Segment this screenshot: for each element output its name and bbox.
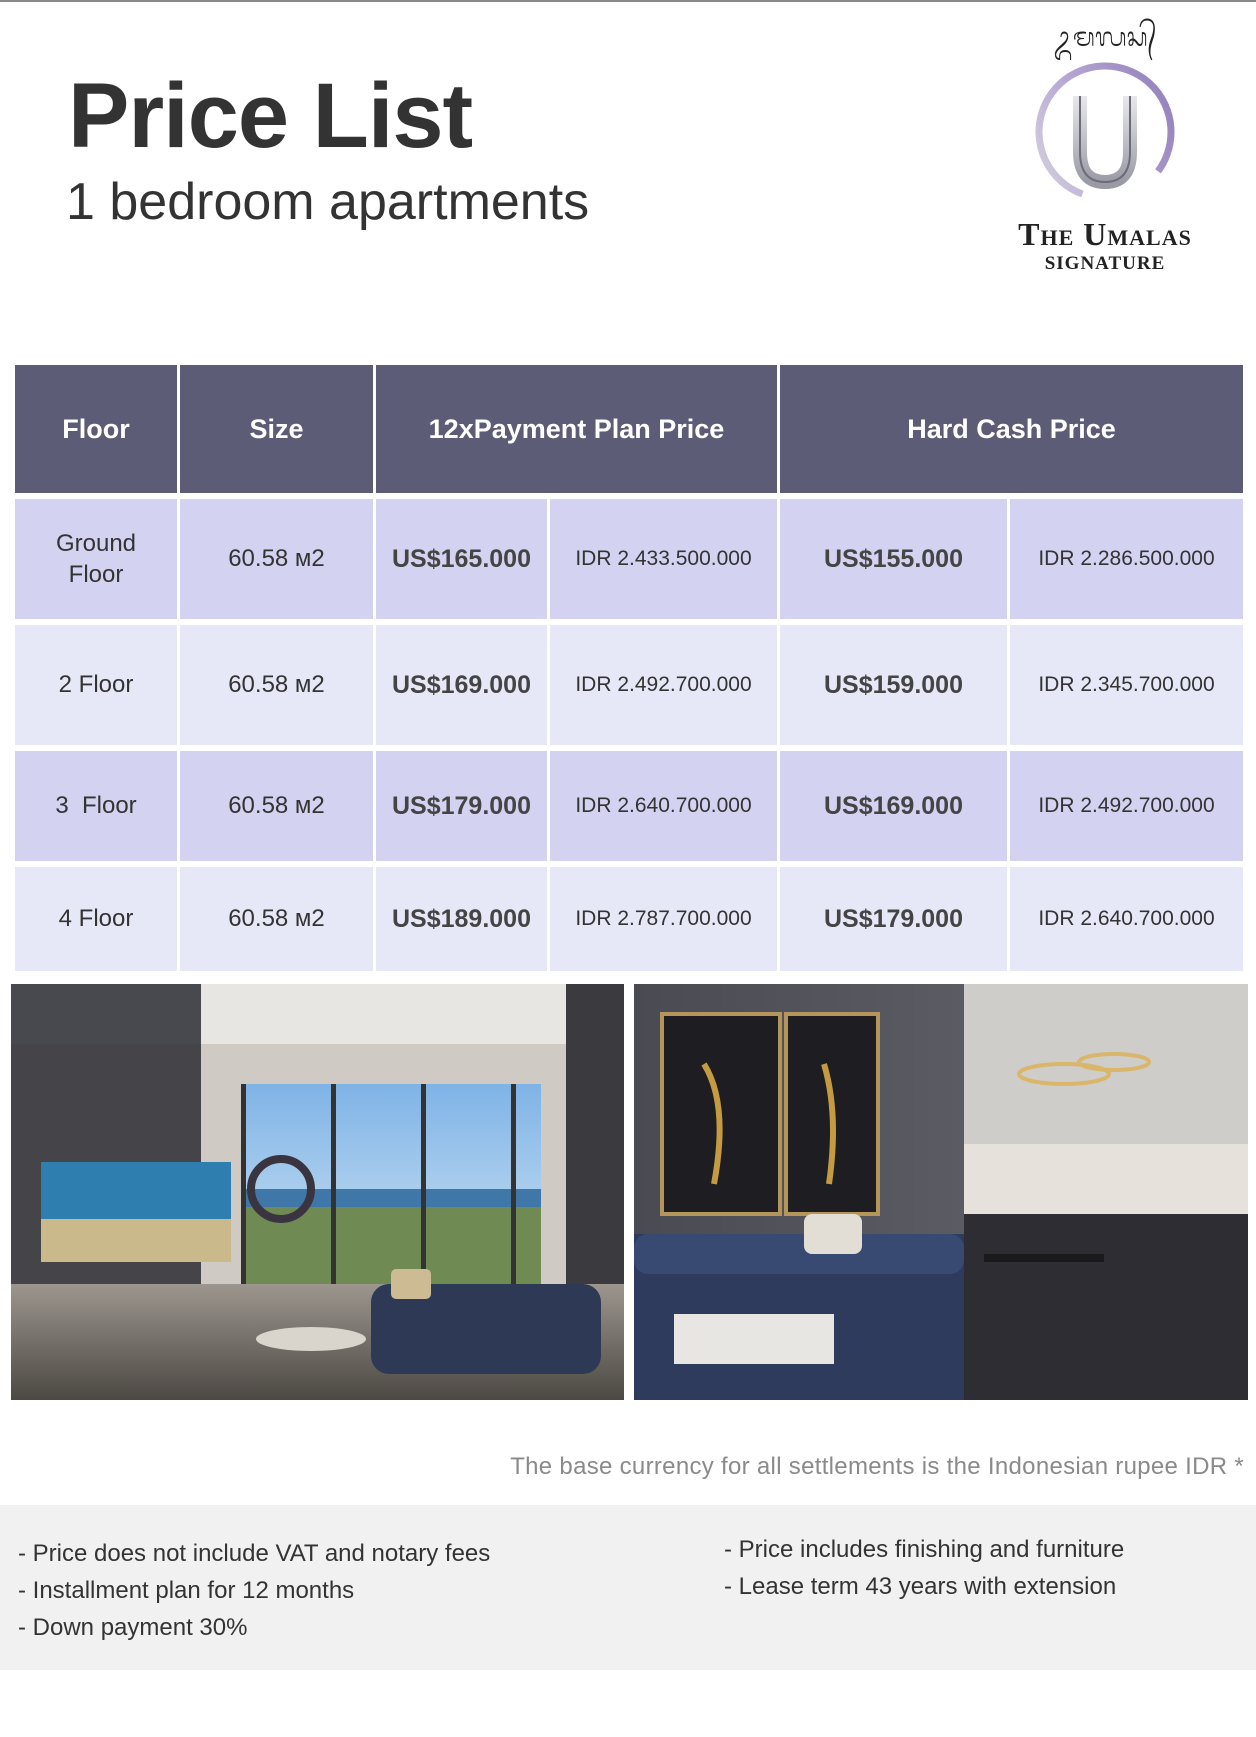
cell-cash-usd: US$159.000 [780,625,1010,745]
header-hard-cash: Hard Cash Price [780,365,1243,493]
cell-floor: 3 Floor [15,751,180,861]
cell-cash-idr: IDR 2.345.700.000 [1038,673,1215,697]
top-rule [0,0,1256,2]
terms-panel [0,1505,1256,1670]
page-subtitle: 1 bedroom apartments [66,173,590,231]
header-size: Size [180,365,376,493]
cell-plan-usd: US$169.000 [376,625,550,745]
cell-cash-usd: US$179.000 [780,867,1010,971]
cell-plan-usd: US$165.000 [376,499,550,619]
living-room-photo [11,984,624,1400]
umalas-logo [990,14,1220,274]
cell-floor: Ground Floor [15,499,180,619]
cell-cash-idr: IDR 2.640.700.000 [1038,907,1215,931]
cell-cash-idr: IDR 2.286.500.000 [1038,547,1215,571]
table-row [15,751,1243,861]
term-item: - Price includes finishing and furniture [724,1536,1125,1563]
table-row [15,499,1243,619]
cell-plan-usd: US$179.000 [376,751,550,861]
term-item: - Lease term 43 years with extension [724,1573,1117,1600]
logo-name: The Umalas [1018,216,1192,252]
cell-cash-idr: IDR 2.492.700.000 [1038,794,1215,818]
cell-plan-idr: IDR 2.787.700.000 [550,867,780,971]
cell-size: 60.58 м2 [180,867,376,971]
header-floor: Floor [15,365,180,493]
lounge-kitchen-photo [634,984,1248,1400]
term-item: - Price does not include VAT and notary fees [18,1540,491,1567]
page-title: Price List [68,65,473,167]
cell-size: 60.58 м2 [180,625,376,745]
cell-floor: 4 Floor [15,867,180,971]
header-payment-plan: 12xPayment Plan Price [376,365,780,493]
cell-plan-idr: IDR 2.640.700.000 [550,751,780,861]
term-item: - Down payment 30% [18,1614,248,1641]
logo-subtitle: SIGNATURE [1044,253,1166,274]
cell-size: 60.58 м2 [180,751,376,861]
price-table [15,365,1243,971]
currency-note: The base currency for all settlements is the Indonesian rupee IDR * [510,1453,1244,1480]
cell-plan-idr: IDR 2.433.500.000 [550,499,780,619]
term-item: - Installment plan for 12 months [18,1577,355,1604]
cell-floor: 2 Floor [15,625,180,745]
cell-plan-idr: IDR 2.492.700.000 [550,625,780,745]
cell-plan-usd: US$189.000 [376,867,550,971]
terms-right [724,1531,1124,1605]
table-header-row [15,365,1243,493]
logo-emblem [990,14,1220,214]
cell-cash-usd: US$169.000 [780,751,1010,861]
terms-left [18,1535,490,1646]
cell-size: 60.58 м2 [180,499,376,619]
cell-cash-usd: US$155.000 [780,499,1010,619]
table-row [15,625,1243,745]
logo-script: ᬉᬫᬮᬲ᭄ [1053,23,1157,53]
table-row [15,867,1243,971]
